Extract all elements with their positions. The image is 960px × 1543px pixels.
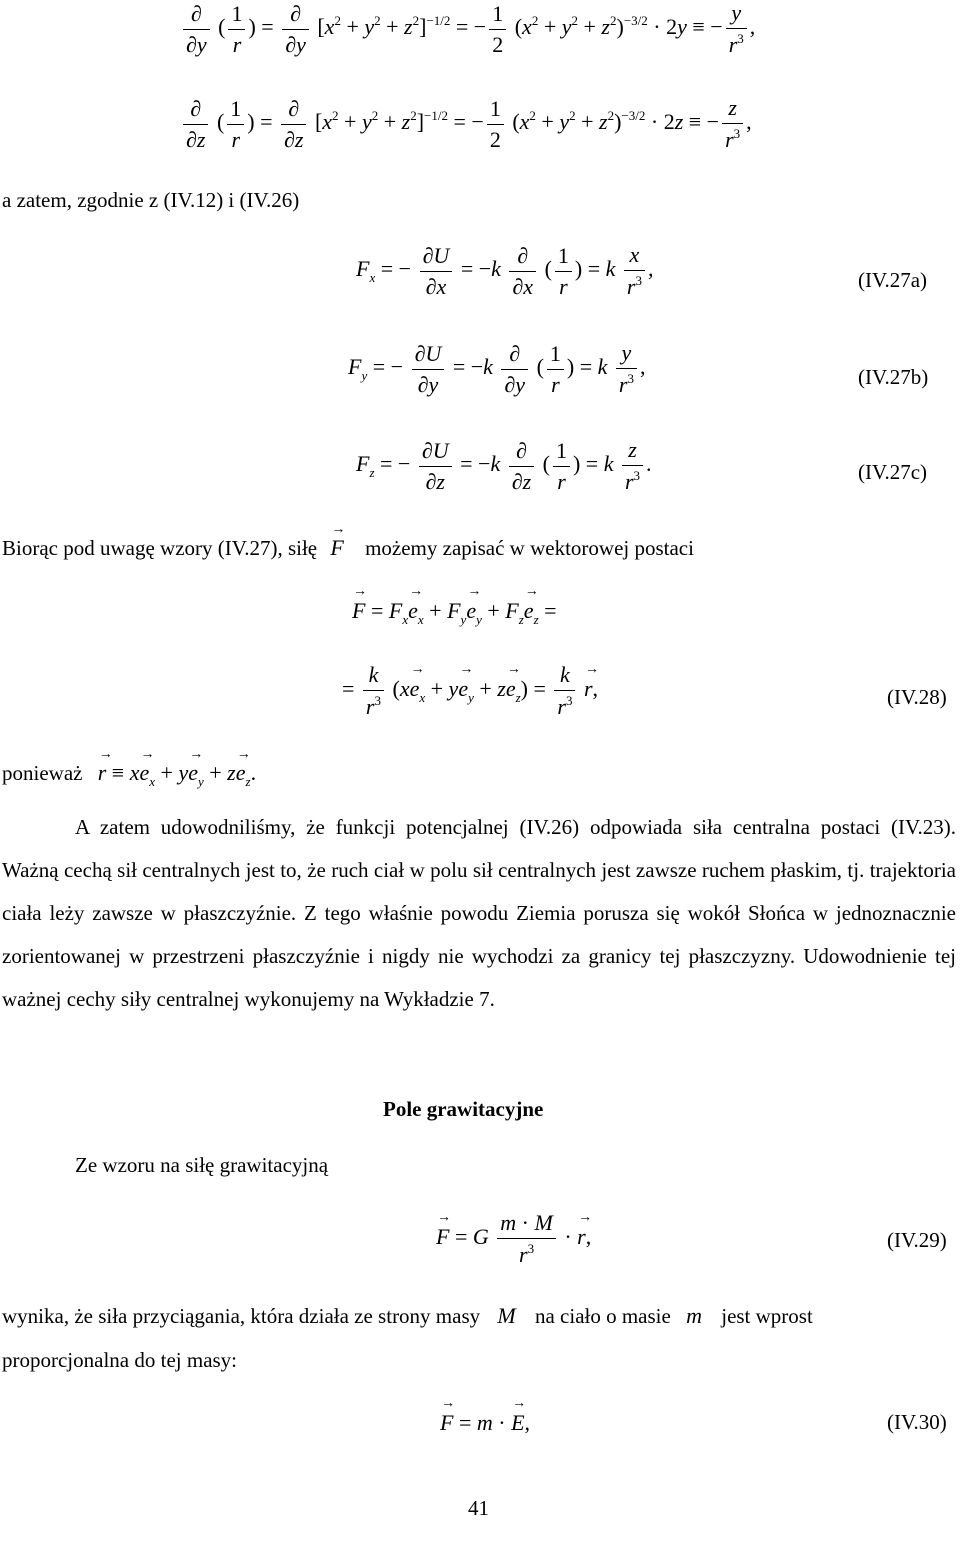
wynika-mid: na ciało o masie [534, 1304, 671, 1328]
equation-field-force: → F = m · → E, [440, 1410, 530, 1436]
section-heading: Pole grawitacyjne [383, 1097, 544, 1121]
derivative-y-equation: $\frac{\partial}{\partial y}$ ( $\frac{1}{r}$ ) = $\frac{\partial}{\partial y}$ $[x^2 + y^2 + z^2]^{-1/2}$ = − $\frac{1}{2}$ $(x^2 + y^2 + z^2)^{-3/2} \cdot 2y$ ≡ − $\frac{y}{r^3}$ , [180, 0, 755, 58]
vector-f-symbol: → F [330, 535, 343, 560]
wynika-end: jest wprost [721, 1304, 813, 1328]
derivative-z-equation: $\frac{\partial}{\partial z}$ ( $\frac{1}{r}$ ) = $\frac{\partial}{\partial z}$ $[x^2 + y^2 + z^2]^{-1/2}$ = − $\frac{1}{2}$ $(x^2 + y^2 + z^2)^{-3/2} \cdot 2z$ ≡ − $\frac{z}{r^3}$ , [180, 95, 752, 153]
r-vector-definition: → $r \equiv x\to e_x + y\to e_y + z\to e_z$. [98, 760, 256, 785]
ze-wzoru-text: Ze wzoru na siłę grawitacyjną [75, 1153, 329, 1177]
biorac-pre: Biorąc pod uwagę wzory (IV.27), siłę [2, 536, 318, 560]
label-iv27c: (IV.27c) [858, 460, 928, 484]
equation-fx: $F_x$ = − $\frac{\partial U}{\partial x}$ = −k $\frac{\partial}{\partial x}$ ( $\frac{1}{r}$ ) = k $\frac{x}{r^3}$ , [356, 242, 654, 299]
page-number: 41 [468, 1496, 489, 1520]
biorac-text [2, 537, 694, 559]
wynika-text: wynika, że siła przyciągania, która działa ze strony masy [2, 1304, 481, 1328]
label-iv29: (IV.29) [887, 1228, 947, 1252]
label-iv30: (IV.30) [887, 1410, 947, 1434]
equation-fz: $F_z$ = − $\frac{\partial U}{\partial z}$ = −k $\frac{\partial}{\partial z}$ ( $\frac{1}{r}$ ) = k $\frac{z}{r^3}$ . [356, 437, 652, 494]
wynika-line [2, 1305, 813, 1327]
paragraph-central-forces: A zatem udowodniliśmy, że funkcji potencjalnej (IV.26) odpowiada siła centralna postaci (IV.23). Ważną cechą sił centralnych jest to, że ruch ciał w polu sił centralnych jest zawsze ruchem płaskim, tj. trajektoria ciała leży zawsze w płaszczyźnie. Z tego właśnie powodu Ziemia porusza się wokół Słońca w jednoznacznie zorientowanej w przestrzeni płaszczyźnie i nigdy nie wychodzi za granicy tej płaszczyzny. Udowodnienie tej ważnej cechy siły centralnej wykonujemy na Wykładzie 7. [2, 815, 956, 1011]
poniewaz-line [2, 762, 256, 788]
equation-f-vector-1: → $F = F_x\to e_x + F_y\to e_y + F_z\to e_z$ = [352, 598, 557, 628]
equation-f-vector-2: = $\frac{k}{r^3}$ $(x\to e_x + y\to e_y + z\to e_z)$ = $\frac{k}{r^3}$ → r, [342, 662, 598, 720]
intro-text: a zatem, zgodnie z (IV.12) i (IV.26) [2, 188, 300, 212]
biorac-post: możemy zapisać w wektorowej postaci [365, 536, 694, 560]
equation-fy: $F_y$ = − $\frac{\partial U}{\partial y}$ = −k $\frac{\partial}{\partial y}$ ( $\frac{1}{r}$ ) = k $\frac{y}{r^3}$ , [348, 340, 646, 397]
wynika-line2: proporcjonalna do tej masy: [2, 1348, 238, 1372]
equation-gravitational-force: → F = G $\frac{m \cdot M}{r^3}$ · → r, [436, 1210, 591, 1268]
mass-m-capital: M [497, 1303, 516, 1328]
label-iv27a: (IV.27a) [858, 268, 928, 292]
label-iv27b: (IV.27b) [858, 365, 929, 389]
label-iv28: (IV.28) [887, 685, 947, 709]
poniewaz-text: ponieważ [2, 761, 83, 785]
mass-m-small: m [686, 1303, 702, 1328]
